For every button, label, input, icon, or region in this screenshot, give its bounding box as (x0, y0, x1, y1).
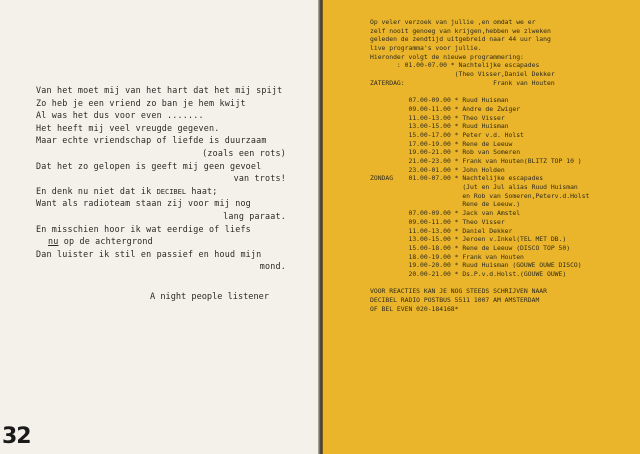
footer-line: VOOR REACTIES KAN JE NOG STEEDS SCHRIJVEN NAAR (370, 287, 547, 296)
schedule-line: 07.00-09.00 * Ruud Huisman (370, 96, 509, 105)
schedule-line: 09.00-11.00 * Theo Visser (370, 217, 505, 226)
poem-line (36, 147, 286, 160)
poem-line-text: En misschien hoor ik wat eerdige of liefs (36, 223, 251, 234)
schedule-line: (Theo Visser,Daniel Dekker (370, 70, 555, 79)
poem-line-text: mond. (259, 261, 286, 272)
schedule-line: 11.00-13.00 * Theo Visser (370, 113, 505, 122)
poem-line (36, 223, 286, 236)
schedule-line: 15.00-17.00 * Peter v.d. Holst (370, 130, 524, 139)
schedule-line: 09.00-11.00 * Andre de Zwiger (370, 104, 521, 113)
poem-line-tail: haat; (186, 185, 218, 196)
schedule-line (370, 88, 630, 97)
poem-line-text: Want als radioteam staan zij voor mij nog (36, 198, 251, 209)
poem-line-text: Dat het zo gelopen is geeft mij geen gevoel (36, 160, 262, 171)
poem-line-text: (zoals een rots) (202, 147, 286, 158)
intro-line: live programma's voor jullie. (370, 44, 482, 53)
poem-line (36, 97, 286, 110)
poem-line (36, 197, 286, 210)
poem-line (36, 260, 286, 273)
left-page (0, 0, 318, 454)
poem-line (36, 210, 286, 223)
poem-line (36, 134, 286, 147)
poem-signature: A night people listener (150, 292, 269, 302)
schedule-line: 19.00-20.00 * Ruud Huisman (GOUWE OUWE DISCO) (370, 261, 582, 270)
intro-line: Op veler verzoek van jullie ,en omdat we er (370, 18, 536, 26)
poem-line-text: Maar echte vriendschap of liefde is duurzaam (36, 135, 267, 146)
poem-line (36, 185, 286, 198)
spacer (370, 279, 630, 288)
poem-line-text: Van het moet mij van het hart dat het mij spijt (36, 85, 283, 95)
schedule-line: 19.00-21.00 * Rob van Someren (370, 148, 521, 157)
schedule-line: 17.00-19.00 * Rene de Leeuw (370, 139, 513, 148)
schedule-line: 23.00-01.00 * John Holden (370, 165, 505, 174)
poem-line-text: Het heeft mij veel vreugde gegeven. (36, 122, 220, 133)
schedule-line: ZONDAG 01.00-07.00 * Nachtelijke escapades (370, 174, 544, 183)
poem-line-text: En denk nu niet dat ik (36, 185, 157, 196)
intro-line: Hieronder volgt de nieuwe programmering: (370, 52, 524, 61)
schedule-line: 07.00-09.00 * Jack van Amstel (370, 209, 521, 218)
poem-decibel-word: DECIBEL (156, 187, 187, 196)
schedule-line: 13.00-15.00 * Jeroen v.Inkel(TEL MET DB.) (370, 235, 567, 244)
poem-line-text: lang paraat. (223, 210, 286, 221)
poem-line-text: van trots! (233, 173, 286, 184)
intro-line: zelf nooit genoeg van krijgen,hebben we zlweken (370, 26, 551, 35)
intro-line: geleden de zendtijd uitgebreid naar 44 uur lang (370, 35, 551, 44)
schedule-line: 20.00-21.00 * Ds.P.v.d.Holst.(GOUWE OUWE) (370, 269, 567, 278)
schedule-line: (Jut en Jul alias Ruud Huisman (370, 183, 578, 192)
poem-line-text: Zo heb je een vriend zo ban je hem kwijt (36, 97, 246, 108)
schedule-line: ZATERDAG: Frank van Houten (370, 78, 555, 87)
program-schedule (370, 18, 630, 313)
poem (36, 84, 286, 273)
schedule-list (370, 61, 630, 278)
poem-line-text: Dan luister ik stil en passief en houd mijn (36, 248, 262, 259)
poem-line (36, 172, 286, 185)
schedule-line: en Rob van Someren,Peterv.d.Holst (370, 191, 590, 200)
poem-line (36, 122, 286, 135)
footer-line: DECIBEL RADIO POSTBUS 5511 1007 AM AMSTERDAM (370, 296, 540, 304)
schedule-intro (370, 18, 630, 61)
schedule-line: : 01.00-07.00 * Nachtelijke escapades (370, 61, 540, 70)
poem-line (36, 160, 286, 173)
poem-underlined-word: nu (48, 236, 59, 247)
page-number: 32 (2, 424, 31, 449)
schedule-line: 11.00-13.00 * Daniel Dekker (370, 226, 513, 235)
schedule-line: Rene de Leeuw.) (370, 200, 521, 209)
schedule-line: 18.00-19.00 * Frank van Houten (370, 252, 524, 261)
poem-line (36, 248, 286, 261)
poem-line (36, 84, 286, 97)
poem-line (36, 109, 286, 122)
schedule-line: 13.00-15.00 * Ruud Huisman (370, 122, 509, 131)
schedule-line: 21.00-23.00 * Frank van Houten(BLITZ TOP 10 ) (370, 157, 582, 165)
footer-line: OF BEL EVEN 020-184168* (370, 304, 459, 313)
poem-line-text: Al was het dus voor even ....... (36, 110, 204, 121)
schedule-footer (370, 287, 630, 313)
poem-line-tail: op de achtergrond (58, 236, 153, 247)
poem-line (36, 235, 286, 248)
schedule-line: 15.00-18.00 * Rene de Leeuw (DISCO TOP 50) (370, 243, 571, 252)
